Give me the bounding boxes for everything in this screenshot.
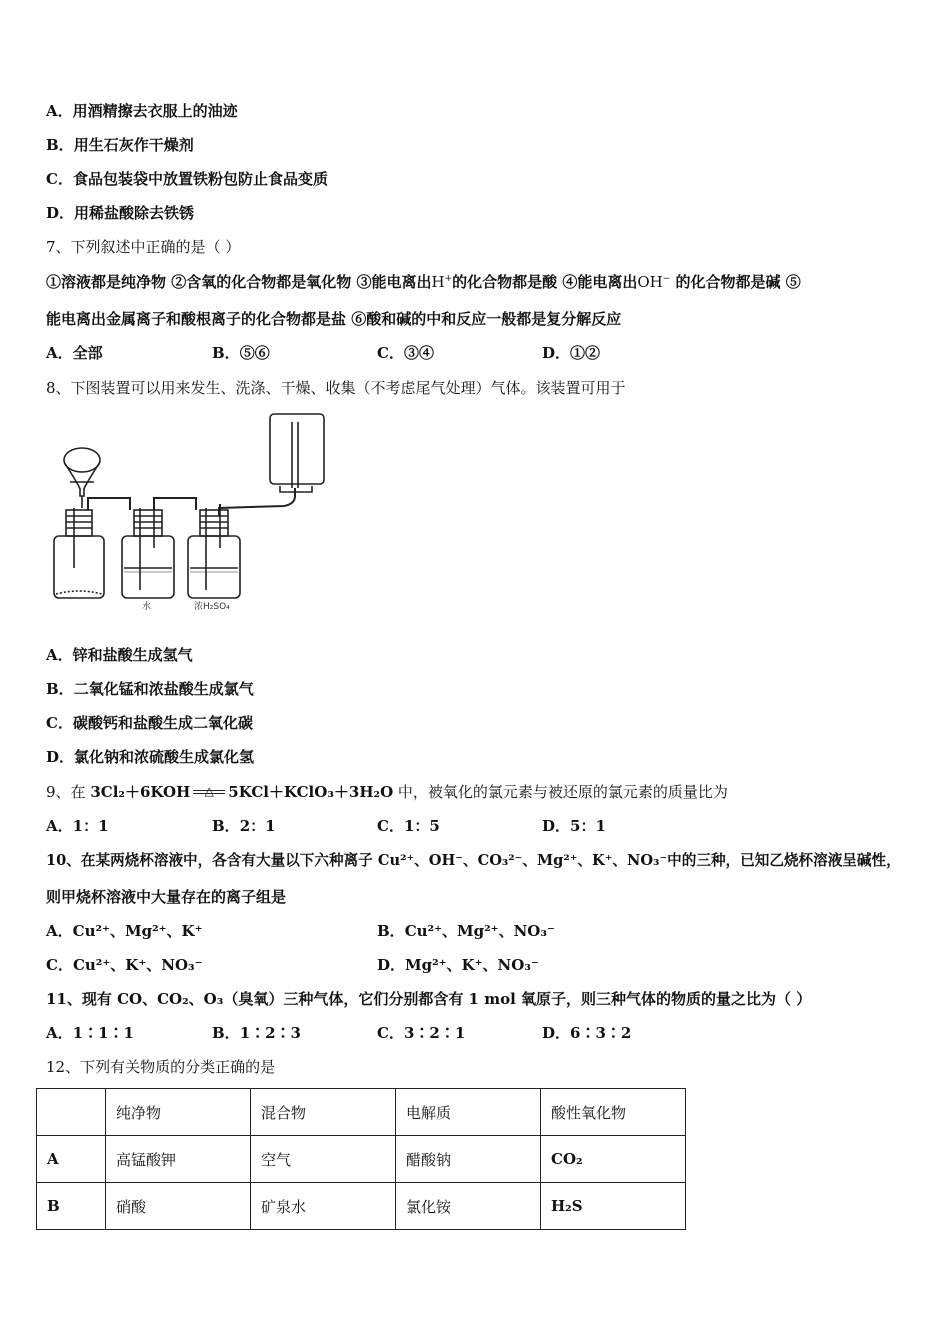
separatory-funnel — [64, 448, 100, 472]
q9-stem: 9、在 3Cl₂＋6KOH △ 5KCl＋KClO₃＋3H₂O 中，被氧化的氯元素与被还原的氯元素的质量比为 — [46, 783, 728, 801]
q6-option-d: D．用稀盐酸除去铁锈 — [46, 204, 195, 222]
q10-option-c: C．Cu²⁺、K⁺、NO₃⁻ — [46, 956, 203, 974]
q6-option-b: B．用生石灰作干燥剂 — [46, 136, 194, 154]
gas-apparatus-figure — [44, 408, 344, 613]
q7-statement-line2: 能电离出金属离子和酸根离子的化合物都是盐 ⑥酸和碱的中和反应一般都是复分解反应 — [46, 310, 622, 328]
q9-option-c: C．1：5 — [377, 817, 440, 835]
q9-option-d: D．5：1 — [542, 817, 606, 835]
header-cell — [37, 1089, 106, 1136]
q7-stem: 7、下列叙述中正确的是（ ） — [46, 238, 241, 256]
q7-option-a: A．全部 — [46, 344, 103, 362]
q10-option-a: A．Cu²⁺、Mg²⁺、K⁺ — [46, 922, 203, 940]
q10-stem-line2: 则甲烧杯溶液中大量存在的离子组是 — [46, 888, 287, 906]
q11-option-d: D．6∶3∶2 — [542, 1024, 632, 1042]
classification-table — [36, 1088, 686, 1230]
q11-option-c: C．3∶2∶1 — [377, 1024, 466, 1042]
q10-option-b: B．Cu²⁺、Mg²⁺、NO₃⁻ — [377, 922, 555, 940]
table-cell: 矿泉水 — [251, 1183, 396, 1230]
q8-stem: 8、下图装置可以用来发生、洗涤、干燥、收集（不考虑尾气处理）气体。该装置可用于 — [46, 379, 626, 397]
q11-option-b: B．1∶2∶3 — [212, 1024, 301, 1042]
table-row — [37, 1183, 686, 1230]
q6-option-a: A．用酒精擦去衣服上的油迹 — [46, 102, 238, 120]
figure-label-water: 水 — [142, 602, 152, 612]
header-cell: 混合物 — [251, 1089, 396, 1136]
header-cell: 纯净物 — [106, 1089, 251, 1136]
reaction-arrow: △ — [190, 793, 228, 797]
q7-option-b: B．⑤⑥ — [212, 344, 270, 362]
q6-option-c: C．食品包装袋中放置铁粉包防止食品变质 — [46, 170, 328, 188]
q8-option-a: A．锌和盐酸生成氢气 — [46, 646, 193, 664]
q9-option-b: B．2：1 — [212, 817, 276, 835]
q10-option-d: D．Mg²⁺、K⁺、NO₃⁻ — [377, 956, 539, 974]
q7-statement-line1: ①溶液都是纯净物 ②含氧的化合物都是氧化物 ③能电离出H+的化合物都是酸 ④能电离出OH− 的化合物都是碱 ⑤ — [46, 273, 801, 291]
header-cell: 酸性氧化物 — [541, 1089, 686, 1136]
q8-option-d: D．氯化钠和浓硫酸生成氯化氢 — [46, 748, 255, 766]
table-cell: H₂S — [541, 1183, 686, 1230]
drying-bottle-acid — [188, 536, 240, 598]
table-cell: A — [37, 1136, 106, 1183]
q12-stem: 12、下列有关物质的分类正确的是 — [46, 1058, 276, 1076]
table-cell: 硝酸 — [106, 1183, 251, 1230]
table-cell: CO₂ — [541, 1136, 686, 1183]
table-row — [37, 1136, 686, 1183]
q7-option-d: D．①② — [542, 344, 601, 362]
table-header-row — [37, 1089, 686, 1136]
table-cell: 高锰酸钾 — [106, 1136, 251, 1183]
q11-option-a: A．1∶1∶1 — [46, 1024, 134, 1042]
table-cell: 氯化铵 — [396, 1183, 541, 1230]
table-cell: 空气 — [251, 1136, 396, 1183]
generator-flask — [54, 536, 104, 598]
table-cell: B — [37, 1183, 106, 1230]
q8-option-b: B．二氧化锰和浓盐酸生成氯气 — [46, 680, 254, 698]
q9-option-a: A．1：1 — [46, 817, 109, 835]
q10-stem-line1: 10、在某两烧杯溶液中，各含有大量以下六种离子 Cu²⁺、OH⁻、CO₃²⁻、Mg²⁺、K⁺、NO₃⁻中的三种，已知乙烧杯溶液呈碱性， — [46, 852, 901, 869]
figure-label-acid: 浓H₂SO₄ — [194, 602, 230, 612]
q7-option-c: C．③④ — [377, 344, 434, 362]
collection-bottle — [270, 414, 324, 484]
table-cell: 醋酸钠 — [396, 1136, 541, 1183]
q8-option-c: C．碳酸钙和盐酸生成二氧化碳 — [46, 714, 253, 732]
washing-bottle-water — [122, 536, 174, 598]
header-cell: 电解质 — [396, 1089, 541, 1136]
q11-stem: 11、现有 CO、CO₂、O₃（臭氧）三种气体，它们分别都含有 1 mol 氧原子，则三种气体的物质的量之比为（ ） — [46, 990, 812, 1008]
